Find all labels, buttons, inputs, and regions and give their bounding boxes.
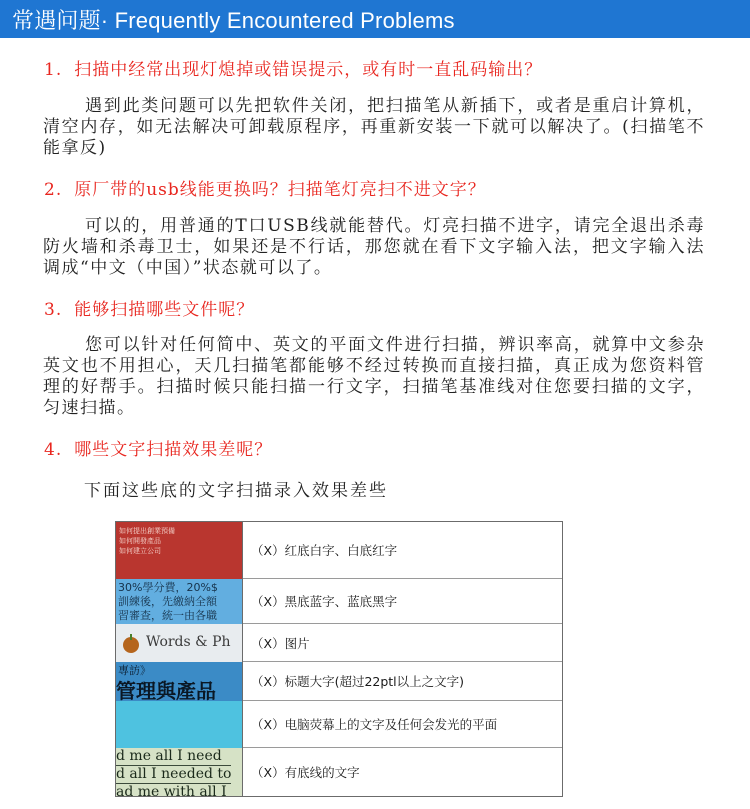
sample-blue-black-image — [116, 579, 242, 624]
page-header — [0, 0, 750, 38]
question-2 — [44, 175, 486, 200]
row-label: （X）红底白字、白底红字 — [251, 543, 398, 558]
sample-text: 如何建立公司 — [119, 547, 161, 555]
header-title: 常遇问题· Frequently Encountered Problems — [12, 7, 455, 33]
sample-text: 管理與產品 — [116, 679, 216, 701]
table-row — [243, 579, 562, 624]
sample-screen-glow-image — [116, 701, 242, 748]
poor-scan-table — [115, 521, 563, 797]
question-4-lead: 下面这些底的文字扫描录入效果差些 — [84, 481, 388, 501]
question-title: 能够扫描哪些文件呢？ — [74, 300, 255, 320]
row-label: （X）黑底蓝字、蓝底黑字 — [251, 594, 398, 609]
sample-text: 如何開發產品 — [119, 537, 161, 545]
sample-red-white-image — [116, 522, 242, 579]
table-row — [243, 522, 562, 579]
sample-image-column — [116, 522, 243, 796]
sample-text: d me all I need — [116, 748, 231, 766]
answer-1: 遇到此类问题可以先把软件关闭，把扫描笔从新插下，或者是重启计算机，清空内存，如无法解决可卸载原程序，再重新安装一下就可以解决了。(扫描笔不能拿反) — [43, 96, 705, 158]
table-row — [243, 662, 562, 701]
table-row — [243, 624, 562, 662]
row-label: （X）电脑荧幕上的文字及任何会发光的平面 — [251, 717, 498, 732]
answer-2: 可以的，用普通的T口USB线就能替代。灯亮扫描不进字，请完全退出杀毒防火墙和杀毒卫士，如果还是不行话，那您就在看下文字输入法，把文字输入法调成“中文（中国）”状态就可以了。 — [43, 216, 705, 278]
sample-text: d all I needed to — [116, 766, 232, 782]
sample-large-title-image — [116, 662, 242, 701]
row-label: （X）图片 — [251, 635, 310, 651]
sample-text: 專訪》 — [118, 664, 151, 677]
sample-text: Words & Ph — [146, 634, 231, 650]
question-3 — [44, 295, 254, 320]
sample-underlined-image — [116, 748, 242, 796]
sample-text: 習審查，統一由各職 — [118, 609, 217, 622]
question-title: 哪些文字扫描效果差呢？ — [74, 440, 273, 460]
row-label: （X）有底线的文字 — [251, 765, 360, 780]
sample-text: 訓練後，先繳納全額 — [118, 595, 217, 608]
question-4 — [44, 435, 272, 460]
question-number: 1. — [44, 60, 63, 80]
answer-3: 您可以针对任何简中、英文的平面文件进行扫描，辨识率高，就算中文参杂英文也不用担心，天几扫描笔都能够不经过转换而直接扫描，真正成为您资料管理的好帮手。扫描时候只能扫描一行文字，扫描笔基准线对住您要扫描的文字，匀速扫描。 — [43, 335, 705, 418]
row-label: （X）标题大字(超过22ptl以上之文字) — [251, 674, 465, 689]
sample-text: 30%學分費，20%$ — [118, 581, 218, 594]
sample-text: 如何提出創業預備 — [119, 527, 175, 535]
question-title: 原厂带的usb线能更换吗？扫描笔灯亮扫不进文字？ — [74, 180, 486, 200]
question-number: 3. — [44, 300, 63, 320]
description-column — [243, 522, 562, 796]
sample-text: ad me with all I — [116, 784, 227, 796]
question-1 — [44, 55, 542, 80]
sample-picture-image — [116, 624, 242, 662]
apple-logo-icon — [120, 632, 142, 654]
question-title: 扫描中经常出现灯熄掉或错误提示，或有时一直乱码输出？ — [74, 60, 543, 80]
table-row — [243, 701, 562, 748]
question-number: 2. — [44, 180, 63, 200]
question-number: 4. — [44, 440, 63, 460]
table-row — [243, 748, 562, 796]
